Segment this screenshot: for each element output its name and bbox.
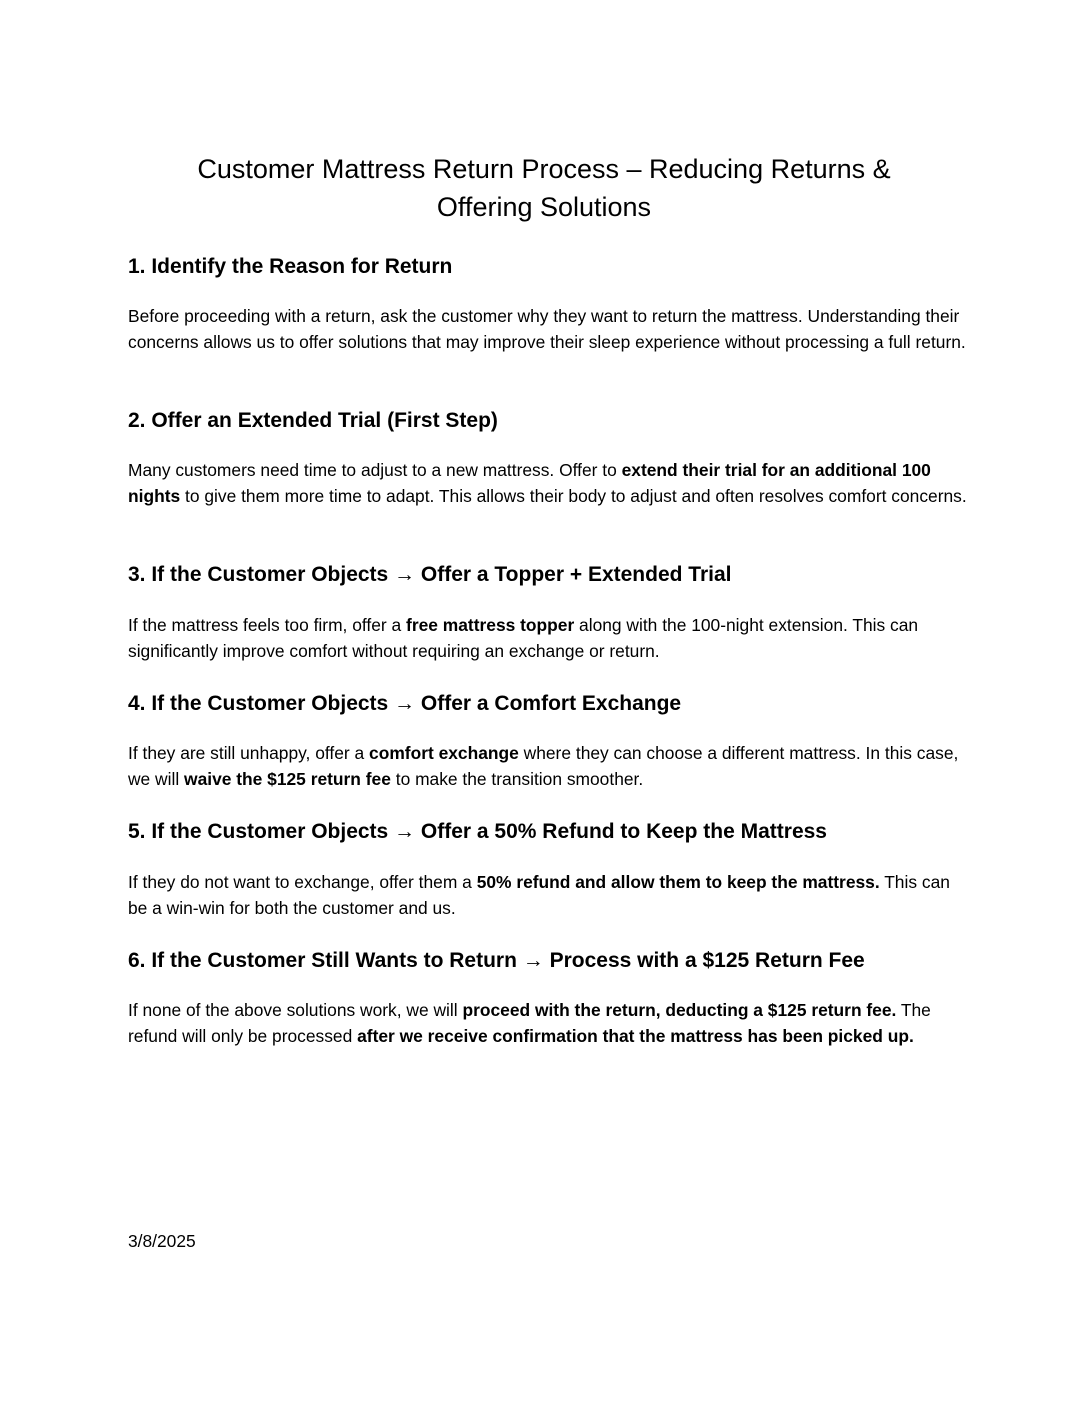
body-text: Many customers need time to adjust to a new mattress. Offer to (128, 460, 622, 480)
section-1-heading: 1. Identify the Reason for Return (128, 255, 453, 278)
emphasized-text: extend their trial for an additional 100 nights (128, 460, 931, 506)
section-5-body (128, 869, 968, 921)
body-text: The refund will only be processed (128, 1000, 931, 1046)
body-text: If none of the above solutions work, we will (128, 1000, 463, 1020)
document-date: 3/8/2025 (128, 1231, 196, 1251)
section-6-body (128, 997, 968, 1049)
body-text: If they do not want to exchange, offer them a (128, 872, 477, 892)
section-6-heading: 6. If the Customer Still Wants to Return → Process with a $125 Return Fee (128, 949, 865, 972)
body-text: Before proceeding with a return, ask the customer why they want to return the mattress. Understanding their concerns allows us to offer solutions that may improve their sleep experience without processing a full return. (128, 306, 966, 352)
emphasized-text: proceed with the return, deducting a $125 return fee. (462, 1000, 897, 1020)
title-line-2: Offering Solutions (436, 192, 652, 222)
document-title (128, 150, 960, 226)
emphasized-text: comfort exchange (369, 743, 519, 763)
section-4-body (128, 740, 968, 792)
body-text: If the mattress feels too firm, offer a (128, 615, 407, 635)
title-line-1: Customer Mattress Return Process – Reducing Returns & (197, 154, 891, 184)
section-5-heading: 5. If the Customer Objects → Offer a 50% Refund to Keep the Mattress (128, 820, 827, 843)
section-2-heading: 2. Offer an Extended Trial (First Step) (128, 409, 498, 432)
body-text: along with the 100-night extension. This can significantly improve comfort without requiring an exchange or return. (128, 615, 919, 661)
section-3-body (128, 612, 968, 664)
body-text: to give them more time to adapt. This allows their body to adjust and often resolves comfort concerns. (180, 486, 967, 506)
emphasized-text: waive the $125 return fee (184, 769, 391, 789)
section-4-heading: 4. If the Customer Objects → Offer a Comfort Exchange (128, 692, 682, 715)
body-text: where they can choose a different mattress. In this case, we will (128, 743, 959, 789)
emphasized-text: 50% refund and allow them to keep the mattress. (476, 872, 880, 892)
section-2-body (128, 457, 968, 509)
section-3-heading: 3. If the Customer Objects → Offer a Topper + Extended Trial (128, 563, 732, 586)
body-text: to make the transition smoother. (390, 769, 644, 789)
body-text: If they are still unhappy, offer a (128, 743, 370, 763)
emphasized-text: after we receive confirmation that the mattress has been picked up. (357, 1026, 914, 1046)
body-text: This can be a win-win for both the customer and us. (128, 872, 950, 918)
emphasized-text: free mattress topper (406, 615, 575, 635)
section-1-body (128, 303, 968, 355)
